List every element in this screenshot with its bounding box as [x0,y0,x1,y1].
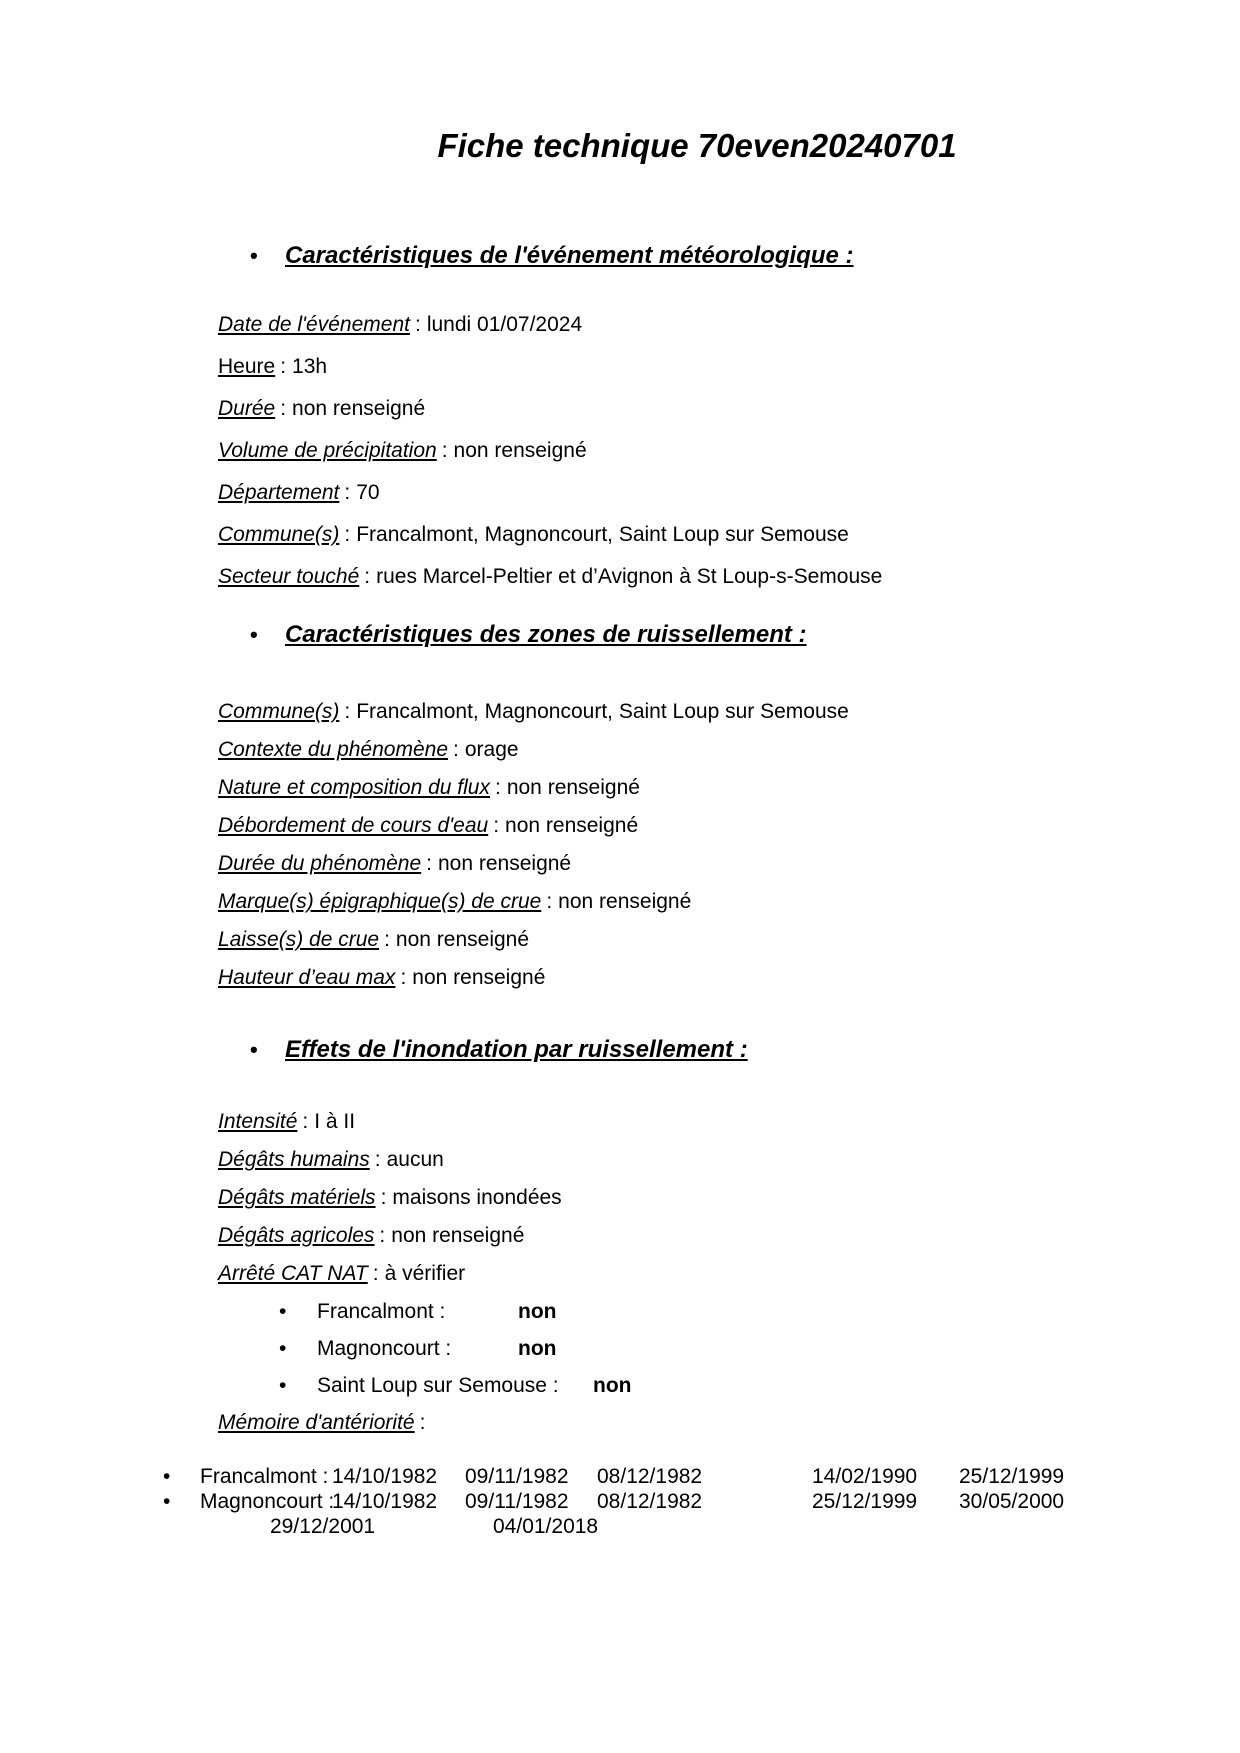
field-separator: : [364,565,371,588]
field-value: 13h [292,355,328,378]
field-label: Dégâts matériels [218,1186,376,1209]
anteriority-commune: Francalmont : [200,1465,329,1488]
field-value: non renseigné [506,776,640,799]
cat-nat-value: non [593,1374,632,1397]
field-value: non renseigné [453,439,587,462]
cat-nat-item-saint-loup [279,1373,1240,1399]
field-separator: : [280,397,287,420]
bullet-icon: • [279,1337,287,1360]
field-label: Commune(s) [218,700,340,723]
field-separator: : [426,852,432,875]
field-separator: : [280,355,287,378]
field-value: non renseigné [412,966,546,989]
field-value: rues Marcel-Peltier et d’Avignon à St Loup-s-Semouse [376,565,883,588]
anteriority-date: 09/11/1982 [465,1465,569,1488]
field-nature-composition-flux [218,775,1240,801]
field-value: non renseigné [438,852,572,875]
field-value: 70 [356,481,380,504]
anteriority-date: 08/12/1982 [597,1490,703,1513]
field-value: non renseigné [391,1224,525,1247]
anteriority-row-francalmont [0,1464,1240,1489]
field-label: Durée [218,397,276,420]
field-separator: : [302,1110,309,1133]
field-value: non renseigné [505,814,639,837]
field-separator: : [441,439,448,462]
cat-nat-commune: Saint Loup sur Semouse : [317,1374,559,1397]
field-communes-2 [218,699,1240,725]
section-heading-evenement-meteo [0,240,1240,272]
anteriority-date: 29/12/2001 [270,1515,376,1538]
field-label: Heure [218,355,276,378]
anteriority-date: 08/12/1982 [597,1465,703,1488]
field-label: Hauteur d’eau max [218,966,396,989]
section-heading-effets-inondation [0,1034,1240,1066]
field-degats-agricoles [218,1223,1240,1249]
field-separator: : [453,738,459,761]
field-value: non renseigné [292,397,426,420]
section-heading-text: Effets de l'inondation par ruissellement : [285,1036,748,1063]
cat-nat-value: non [518,1300,557,1323]
field-label: Débordement de cours d'eau [218,814,489,837]
section-evenement-fields [0,312,1240,590]
anteriority-date: 25/12/1999 [959,1465,1065,1488]
field-separator: : [546,890,553,913]
field-value: maisons inondées [392,1186,562,1209]
field-value: Francalmont, Magnoncourt, Saint Loup sur Semouse [356,700,849,723]
field-intensite [218,1109,1240,1135]
cat-nat-commune: Magnoncourt : [317,1337,452,1360]
field-contexte-phenomene [218,737,1240,763]
field-label: Secteur touché [218,565,360,588]
field-separator: : [414,313,421,336]
field-label: Durée du phénomène [218,852,422,875]
field-separator: : [380,1186,387,1209]
field-label: Mémoire d'antériorité [218,1411,415,1434]
anteriority-date: 09/11/1982 [465,1490,569,1513]
field-debordement-cours-eau [218,813,1240,839]
field-marques-epigraphiques [218,889,1240,915]
field-separator: : [344,523,351,546]
cat-nat-item-francalmont [279,1299,1240,1325]
section-heading-zones-ruissellement [0,619,1240,651]
field-laisses-de-crue [218,927,1240,953]
cat-nat-value: non [518,1337,557,1360]
anteriority-row-continuation [0,1514,1240,1539]
field-label: Nature et composition du flux [218,776,490,799]
field-label: Date de l'événement [218,313,410,336]
bullet-icon: • [279,1300,287,1323]
field-value: lundi 01/07/2024 [426,313,583,336]
field-value: orage [464,738,519,761]
field-label: Commune(s) [218,523,340,546]
field-separator: : [493,814,500,837]
field-separator: : [372,1262,379,1285]
field-separator: : [419,1411,426,1434]
anteriority-date: 25/12/1999 [812,1490,918,1513]
document-title: Fiche technique 70even20240701 [437,127,957,164]
anteriority-commune: Magnoncourt : [200,1490,335,1513]
bullet-icon: • [163,1490,171,1513]
bullet-icon: • [163,1465,171,1488]
field-duree [218,396,1240,422]
section-heading-text: Caractéristiques de l'événement météorologique : [285,242,854,269]
field-separator: : [344,481,351,504]
bullet-icon: • [279,1374,287,1397]
field-label: Intensité [218,1110,298,1133]
field-volume-precipitation [218,438,1240,464]
field-date-evenement [218,312,1240,338]
anteriority-date: 14/10/1982 [332,1465,438,1488]
field-arrete-cat-nat [218,1261,1240,1287]
field-heure [218,354,1240,380]
field-separator: : [400,966,407,989]
anteriority-date: 14/02/1990 [812,1465,918,1488]
field-secteur-touche [218,564,1240,590]
bullet-icon: • [250,622,258,647]
bullet-icon: • [250,243,258,268]
field-departement [218,480,1240,506]
field-value: à vérifier [384,1262,466,1285]
cat-nat-list [0,1299,1240,1399]
field-value: non renseigné [395,928,530,951]
anteriority-list [0,1464,1240,1539]
field-separator: : [374,1148,381,1171]
field-degats-materiels [218,1185,1240,1211]
field-label: Laisse(s) de crue [218,928,380,951]
anteriority-date: 30/05/2000 [959,1490,1065,1513]
field-value: non renseigné [558,890,692,913]
field-label: Dégâts agricoles [218,1224,375,1247]
anteriority-date: 14/10/1982 [332,1490,438,1513]
anteriority-row-magnoncourt [0,1489,1240,1514]
field-separator: : [494,776,501,799]
field-separator: : [344,700,351,723]
field-label: Contexte du phénomène [218,738,449,761]
field-value: Francalmont, Magnoncourt, Saint Loup sur Semouse [356,523,849,546]
field-duree-phenomene [218,851,1240,877]
field-value: aucun [386,1148,444,1171]
field-label: Dégâts humains [218,1148,370,1171]
field-separator: : [384,928,390,951]
section-effets-fields [0,1109,1240,1287]
field-hauteur-eau-max [218,965,1240,991]
field-communes [218,522,1240,548]
section-heading-text: Caractéristiques des zones de ruissellement : [285,621,807,648]
field-degats-humains [218,1147,1240,1173]
anteriority-date: 04/01/2018 [493,1515,599,1538]
cat-nat-item-magnoncourt [279,1336,1240,1362]
field-label: Marque(s) épigraphique(s) de crue [218,890,542,913]
field-label: Arrêté CAT NAT [218,1262,368,1285]
bullet-icon: • [250,1037,258,1062]
field-memoire-anteriorite [0,1410,1240,1436]
field-value: I à II [314,1110,356,1133]
cat-nat-commune: Francalmont : [317,1300,446,1323]
field-separator: : [379,1224,386,1247]
field-label: Volume de précipitation [218,439,437,462]
section-zones-fields [0,699,1240,991]
field-label: Département [218,481,340,504]
